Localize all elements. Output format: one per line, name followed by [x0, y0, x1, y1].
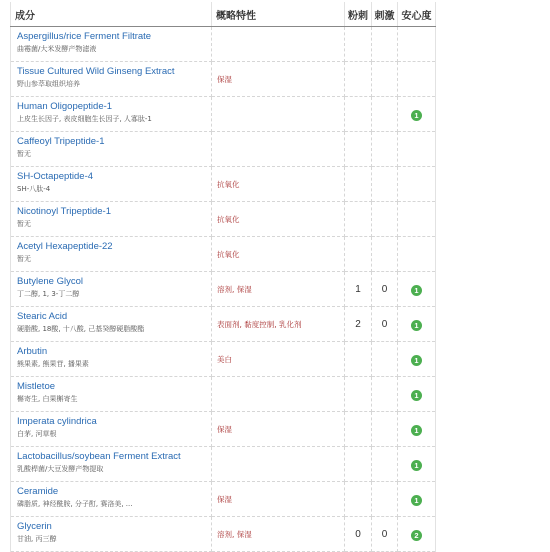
ingredient-cell — [11, 377, 212, 412]
safety-badge-icon: 1 — [411, 495, 422, 506]
table-row — [11, 97, 436, 132]
safety-cell — [398, 62, 436, 97]
ingredient-alias: 硬脂酸, 18酸, 十八酸, 己基癸醇硬脂酸酯 — [17, 325, 145, 333]
safety-badge-icon: 1 — [411, 390, 422, 401]
ingredient-cell — [11, 237, 212, 272]
ingredient-name-link[interactable]: Arbutin — [17, 346, 48, 357]
ingredient-cell — [11, 412, 212, 447]
ingredient-name-link[interactable]: Lactobacillus/soybean Ferment Extract — [17, 451, 181, 462]
ingredient-name-link[interactable]: Imperata cylindrica — [17, 416, 97, 427]
safety-badge-icon: 2 — [411, 530, 422, 541]
ingredient-name-link[interactable]: Ceramide — [17, 486, 59, 497]
ingredient-alias: 熊果素, 熊果苷, 播果素 — [17, 360, 89, 368]
ingredient-alias: SH-八肽-4 — [17, 185, 51, 193]
safety-cell — [398, 517, 436, 552]
feature-cell: 保湿 — [212, 412, 345, 447]
irritation-rating — [372, 237, 398, 272]
header-irritation: 刺激 — [372, 2, 398, 27]
acne-rating — [345, 447, 372, 482]
ingredient-alias: 暂无 — [17, 150, 31, 158]
irritation-rating — [372, 97, 398, 132]
ingredient-alias: 曲霉菌/大米发酵产物滤液 — [17, 45, 97, 53]
safety-cell — [398, 272, 436, 307]
acne-rating: 1 — [345, 272, 372, 307]
feature-cell: 保湿 — [212, 482, 345, 517]
table-row — [11, 62, 436, 97]
ingredient-alias: 上皮生长因子, 表皮细胞生长因子, 人寡肽-1 — [17, 115, 152, 123]
feature-cell — [212, 97, 345, 132]
table-row — [11, 377, 436, 412]
irritation-rating — [372, 27, 398, 62]
feature-cell: 抗氧化 — [212, 167, 345, 202]
ingredient-cell — [11, 132, 212, 167]
table-row — [11, 202, 436, 237]
table-row — [11, 517, 436, 552]
ingredient-alias: 野山参萃取组织培养 — [17, 80, 80, 88]
acne-rating — [345, 237, 372, 272]
safety-cell — [398, 202, 436, 237]
ingredient-cell — [11, 97, 212, 132]
ingredient-alias: 乳酸桿菌/大豆发酵产物提取 — [17, 465, 104, 473]
ingredient-name-link[interactable]: SH-Octapeptide-4 — [17, 171, 94, 182]
feature-cell: 保湿 — [212, 62, 345, 97]
ingredient-alias: 丁二醇, 1, 3-丁二醇 — [17, 290, 80, 298]
irritation-rating — [372, 447, 398, 482]
safety-cell — [398, 447, 436, 482]
safety-cell — [398, 412, 436, 447]
feature-cell: 表面剂, 黏度控制, 乳化剂 — [212, 307, 345, 342]
safety-cell — [398, 97, 436, 132]
ingredient-name-link[interactable]: Stearic Acid — [17, 311, 68, 322]
table-row — [11, 237, 436, 272]
irritation-rating — [372, 62, 398, 97]
ingredient-cell — [11, 272, 212, 307]
acne-rating — [345, 97, 372, 132]
ingredient-cell — [11, 27, 212, 62]
safety-cell — [398, 167, 436, 202]
irritation-rating — [372, 167, 398, 202]
safety-cell — [398, 307, 436, 342]
irritation-rating — [372, 132, 398, 167]
acne-rating — [345, 482, 372, 517]
safety-badge-icon: 1 — [411, 460, 422, 471]
feature-cell — [212, 132, 345, 167]
ingredient-name-link[interactable]: Mistletoe — [17, 381, 56, 392]
ingredient-alias: 白茅, 河草根 — [17, 430, 57, 438]
ingredient-cell — [11, 342, 212, 377]
feature-cell: 溶剂, 保湿 — [212, 272, 345, 307]
ingredient-table-container — [10, 2, 435, 552]
feature-cell — [212, 27, 345, 62]
acne-rating: 2 — [345, 307, 372, 342]
irritation-rating: 0 — [372, 272, 398, 307]
ingredient-name-link[interactable]: Glycerin — [17, 521, 52, 532]
safety-badge-icon: 1 — [411, 110, 422, 121]
ingredient-name-link[interactable]: Human Oligopeptide-1 — [17, 101, 113, 112]
irritation-rating — [372, 412, 398, 447]
table-row — [11, 167, 436, 202]
feature-cell: 美白 — [212, 342, 345, 377]
header-acne: 粉刺 — [345, 2, 372, 27]
table-row — [11, 307, 436, 342]
acne-rating — [345, 342, 372, 377]
ingredient-cell — [11, 447, 212, 482]
safety-badge-icon: 1 — [411, 320, 422, 331]
acne-rating: 0 — [345, 517, 372, 552]
feature-cell: 溶剂, 保湿 — [212, 517, 345, 552]
feature-cell — [212, 377, 345, 412]
safety-cell — [398, 482, 436, 517]
table-row — [11, 27, 436, 62]
ingredient-name-link[interactable]: Acetyl Hexapeptide-22 — [17, 241, 113, 252]
ingredient-name-link[interactable]: Caffeoyl Tripeptide-1 — [17, 136, 105, 147]
irritation-rating: 0 — [372, 517, 398, 552]
ingredient-name-link[interactable]: Aspergillus/rice Ferment Filtrate — [17, 31, 152, 42]
table-row — [11, 447, 436, 482]
table-row — [11, 342, 436, 377]
table-header-row — [11, 2, 436, 27]
acne-rating — [345, 167, 372, 202]
ingredient-alias: 槲寄生, 白果槲寄生 — [17, 395, 78, 403]
header-safety: 安心度 — [398, 2, 436, 27]
ingredient-alias: 甘油, 丙三醇 — [17, 535, 57, 543]
table-row — [11, 272, 436, 307]
acne-rating — [345, 62, 372, 97]
ingredient-cell — [11, 167, 212, 202]
table-row — [11, 412, 436, 447]
ingredient-table — [10, 2, 436, 552]
ingredient-cell — [11, 517, 212, 552]
safety-cell — [398, 237, 436, 272]
table-body — [11, 27, 436, 552]
ingredient-name-link[interactable]: Butylene Glycol — [17, 276, 84, 287]
safety-cell — [398, 27, 436, 62]
irritation-rating — [372, 342, 398, 377]
ingredient-alias: 磷脂质, 神经酰胺, 分子酊, 赛洛美, ... — [17, 500, 133, 508]
header-features: 概略特性 — [212, 2, 345, 27]
feature-cell — [212, 447, 345, 482]
ingredient-cell — [11, 482, 212, 517]
ingredient-cell — [11, 202, 212, 237]
ingredient-alias: 暂无 — [17, 220, 31, 228]
irritation-rating — [372, 482, 398, 517]
safety-cell — [398, 132, 436, 167]
ingredient-cell — [11, 62, 212, 97]
acne-rating — [345, 377, 372, 412]
feature-cell: 抗氧化 — [212, 202, 345, 237]
table-row — [11, 132, 436, 167]
safety-badge-icon: 1 — [411, 425, 422, 436]
ingredient-cell — [11, 307, 212, 342]
safety-badge-icon: 1 — [411, 285, 422, 296]
irritation-rating — [372, 202, 398, 237]
acne-rating — [345, 202, 372, 237]
acne-rating — [345, 27, 372, 62]
header-ingredient: 成分 — [11, 2, 212, 27]
safety-cell — [398, 342, 436, 377]
irritation-rating: 0 — [372, 307, 398, 342]
table-row — [11, 482, 436, 517]
feature-cell: 抗氧化 — [212, 237, 345, 272]
acne-rating — [345, 132, 372, 167]
irritation-rating — [372, 377, 398, 412]
ingredient-name-link[interactable]: Tissue Cultured Wild Ginseng Extract — [17, 66, 175, 77]
ingredient-alias: 暂无 — [17, 255, 31, 263]
safety-cell — [398, 377, 436, 412]
ingredient-name-link[interactable]: Nicotinoyl Tripeptide-1 — [17, 206, 111, 217]
safety-badge-icon: 1 — [411, 355, 422, 366]
acne-rating — [345, 412, 372, 447]
